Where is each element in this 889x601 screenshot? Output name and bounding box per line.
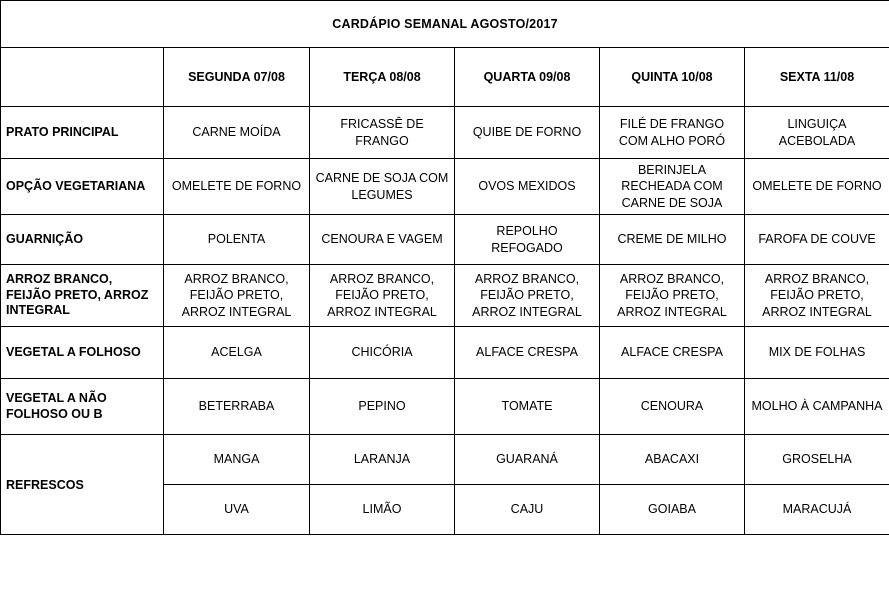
- table-row: [1, 215, 889, 265]
- cell-vegetal-nao-folhoso-sexta: MOLHO À CAMPANHA: [745, 379, 889, 435]
- cell-refresco2-segunda: UVA: [164, 485, 310, 535]
- column-header-sexta: SEXTA 11/08: [745, 48, 889, 107]
- cell-refresco2-sexta: MARACUJÁ: [745, 485, 889, 535]
- table-row: [1, 327, 889, 379]
- row-label-opcao-vegetariana: OPÇÃO VEGETARIANA: [1, 159, 164, 215]
- column-header-terca: TERÇA 08/08: [310, 48, 455, 107]
- cell-vegetal-nao-folhoso-quarta: TOMATE: [455, 379, 600, 435]
- cell-vegetal-a-folhoso-terca: CHICÓRIA: [310, 327, 455, 379]
- cell-prato-principal-sexta: LINGUIÇA ACEBOLADA: [745, 107, 889, 159]
- cell-refresco2-quarta: CAJU: [455, 485, 600, 535]
- cell-guarnicao-quarta: REPOLHO REFOGADO: [455, 215, 600, 265]
- cell-guarnicao-terca: CENOURA E VAGEM: [310, 215, 455, 265]
- cell-arroz-feijao-quinta: ARROZ BRANCO, FEIJÃO PRETO, ARROZ INTEGRAL: [600, 265, 745, 327]
- table-row: [1, 159, 889, 215]
- table-row: [1, 107, 889, 159]
- cell-opcao-vegetariana-segunda: OMELETE DE FORNO: [164, 159, 310, 215]
- cell-arroz-feijao-quarta: ARROZ BRANCO, FEIJÃO PRETO, ARROZ INTEGRAL: [455, 265, 600, 327]
- header-row: [1, 48, 889, 107]
- cell-prato-principal-terca: FRICASSÊ DE FRANGO: [310, 107, 455, 159]
- cell-vegetal-a-folhoso-quinta: ALFACE CRESPA: [600, 327, 745, 379]
- cell-opcao-vegetariana-quarta: OVOS MEXIDOS: [455, 159, 600, 215]
- column-header-segunda: SEGUNDA 07/08: [164, 48, 310, 107]
- document-title: CARDÁPIO SEMANAL AGOSTO/2017: [1, 1, 889, 48]
- cell-refresco2-terca: LIMÃO: [310, 485, 455, 535]
- table-row: [1, 379, 889, 435]
- title-row: [1, 1, 889, 48]
- cell-opcao-vegetariana-terca: CARNE DE SOJA COM LEGUMES: [310, 159, 455, 215]
- cell-refresco1-terca: LARANJA: [310, 435, 455, 485]
- cell-refresco2-quinta: GOIABA: [600, 485, 745, 535]
- column-header-quinta: QUINTA 10/08: [600, 48, 745, 107]
- cell-refresco1-quinta: ABACAXI: [600, 435, 745, 485]
- row-label-vegetal-a-nao-folhoso: VEGETAL A NÃO FOLHOSO OU B: [1, 379, 164, 435]
- cell-vegetal-nao-folhoso-segunda: BETERRABA: [164, 379, 310, 435]
- table-row: [1, 265, 889, 327]
- cell-prato-principal-segunda: CARNE MOÍDA: [164, 107, 310, 159]
- cell-prato-principal-quarta: QUIBE DE FORNO: [455, 107, 600, 159]
- row-label-refrescos: REFRESCOS: [1, 435, 164, 535]
- cell-arroz-feijao-terca: ARROZ BRANCO, FEIJÃO PRETO, ARROZ INTEGRAL: [310, 265, 455, 327]
- cell-arroz-feijao-segunda: ARROZ BRANCO, FEIJÃO PRETO, ARROZ INTEGRAL: [164, 265, 310, 327]
- cell-prato-principal-quinta: FILÉ DE FRANGO COM ALHO PORÓ: [600, 107, 745, 159]
- cell-arroz-feijao-sexta: ARROZ BRANCO, FEIJÃO PRETO, ARROZ INTEGRAL: [745, 265, 889, 327]
- row-label-guarnicao: GUARNIÇÃO: [1, 215, 164, 265]
- cell-opcao-vegetariana-quinta: BERINJELA RECHEADA COM CARNE DE SOJA: [600, 159, 745, 215]
- cell-refresco1-segunda: MANGA: [164, 435, 310, 485]
- cell-guarnicao-quinta: CREME DE MILHO: [600, 215, 745, 265]
- cell-vegetal-nao-folhoso-terca: PEPINO: [310, 379, 455, 435]
- row-label-vegetal-a-folhoso: VEGETAL A FOLHOSO: [1, 327, 164, 379]
- table-row: [1, 435, 889, 485]
- cell-guarnicao-sexta: FAROFA DE COUVE: [745, 215, 889, 265]
- cell-refresco1-quarta: GUARANÁ: [455, 435, 600, 485]
- cell-vegetal-nao-folhoso-quinta: CENOURA: [600, 379, 745, 435]
- cell-guarnicao-segunda: POLENTA: [164, 215, 310, 265]
- cell-vegetal-a-folhoso-quarta: ALFACE CRESPA: [455, 327, 600, 379]
- row-label-prato-principal: PRATO PRINCIPAL: [1, 107, 164, 159]
- row-label-arroz-feijao: ARROZ BRANCO, FEIJÃO PRETO, ARROZ INTEGRAL: [1, 265, 164, 327]
- table-corner-cell: [1, 48, 164, 107]
- column-header-quarta: QUARTA 09/08: [455, 48, 600, 107]
- cell-vegetal-a-folhoso-segunda: ACELGA: [164, 327, 310, 379]
- cell-refresco1-sexta: GROSELHA: [745, 435, 889, 485]
- cell-opcao-vegetariana-sexta: OMELETE DE FORNO: [745, 159, 889, 215]
- cell-vegetal-a-folhoso-sexta: MIX DE FOLHAS: [745, 327, 889, 379]
